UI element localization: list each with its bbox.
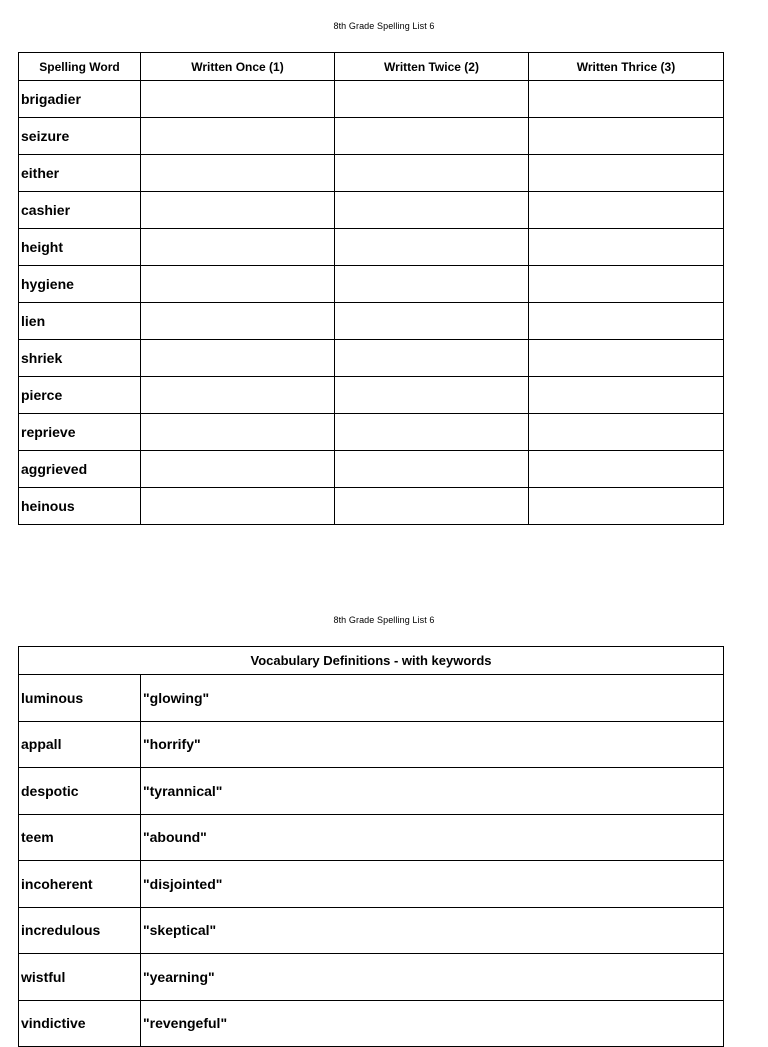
write-twice-cell[interactable] xyxy=(335,155,529,192)
spelling-row xyxy=(19,229,724,266)
spelling-word: hygiene xyxy=(19,266,141,303)
vocab-keyword: "abound" xyxy=(141,814,724,861)
vocab-row xyxy=(19,861,724,908)
spelling-word: height xyxy=(19,229,141,266)
write-once-cell[interactable] xyxy=(141,303,335,340)
write-twice-cell[interactable] xyxy=(335,488,529,525)
write-thrice-cell[interactable] xyxy=(529,118,724,155)
col-header-spelling-word: Spelling Word xyxy=(19,53,141,81)
write-once-cell[interactable] xyxy=(141,229,335,266)
write-thrice-cell[interactable] xyxy=(529,451,724,488)
vocab-row xyxy=(19,907,724,954)
spelling-word: cashier xyxy=(19,192,141,229)
write-thrice-cell[interactable] xyxy=(529,229,724,266)
write-once-cell[interactable] xyxy=(141,155,335,192)
write-once-cell[interactable] xyxy=(141,118,335,155)
write-thrice-cell[interactable] xyxy=(529,81,724,118)
write-thrice-cell[interactable] xyxy=(529,155,724,192)
spelling-word: reprieve xyxy=(19,414,141,451)
vocab-keyword: "yearning" xyxy=(141,954,724,1001)
spelling-row xyxy=(19,266,724,303)
write-twice-cell[interactable] xyxy=(335,229,529,266)
spelling-row xyxy=(19,451,724,488)
spelling-word: seizure xyxy=(19,118,141,155)
spelling-row xyxy=(19,377,724,414)
vocab-term: incredulous xyxy=(19,907,141,954)
write-once-cell[interactable] xyxy=(141,81,335,118)
write-twice-cell[interactable] xyxy=(335,81,529,118)
vocab-row xyxy=(19,954,724,1001)
write-once-cell[interactable] xyxy=(141,266,335,303)
write-twice-cell[interactable] xyxy=(335,451,529,488)
write-once-cell[interactable] xyxy=(141,488,335,525)
vocab-keyword: "revengeful" xyxy=(141,1000,724,1047)
spelling-row xyxy=(19,303,724,340)
write-thrice-cell[interactable] xyxy=(529,192,724,229)
write-thrice-cell[interactable] xyxy=(529,414,724,451)
vocab-keyword: "tyrannical" xyxy=(141,768,724,815)
write-thrice-cell[interactable] xyxy=(529,377,724,414)
vocab-term: wistful xyxy=(19,954,141,1001)
write-twice-cell[interactable] xyxy=(335,192,529,229)
spelling-word: brigadier xyxy=(19,81,141,118)
spelling-word: shriek xyxy=(19,340,141,377)
write-once-cell[interactable] xyxy=(141,377,335,414)
spelling-header-row xyxy=(19,53,724,81)
vocab-title-row xyxy=(19,647,724,675)
write-twice-cell[interactable] xyxy=(335,266,529,303)
spelling-row xyxy=(19,488,724,525)
write-twice-cell[interactable] xyxy=(335,303,529,340)
spelling-row xyxy=(19,192,724,229)
vocab-keyword: "disjointed" xyxy=(141,861,724,908)
vocab-term: appall xyxy=(19,721,141,768)
write-once-cell[interactable] xyxy=(141,192,335,229)
vocab-keyword: "glowing" xyxy=(141,675,724,722)
vocab-row xyxy=(19,814,724,861)
page-header-bottom: 8th Grade Spelling List 6 xyxy=(333,615,435,625)
write-once-cell[interactable] xyxy=(141,340,335,377)
spelling-word: heinous xyxy=(19,488,141,525)
spelling-word: aggrieved xyxy=(19,451,141,488)
spelling-row xyxy=(19,155,724,192)
write-twice-cell[interactable] xyxy=(335,377,529,414)
write-twice-cell[interactable] xyxy=(335,118,529,155)
vocab-term: incoherent xyxy=(19,861,141,908)
vocab-table-title: Vocabulary Definitions - with keywords xyxy=(19,647,724,675)
write-thrice-cell[interactable] xyxy=(529,340,724,377)
col-header-written-thrice: Written Thrice (3) xyxy=(529,53,724,81)
page-header-top: 8th Grade Spelling List 6 xyxy=(333,21,435,31)
write-thrice-cell[interactable] xyxy=(529,488,724,525)
vocab-row xyxy=(19,675,724,722)
write-once-cell[interactable] xyxy=(141,414,335,451)
vocab-row xyxy=(19,768,724,815)
write-thrice-cell[interactable] xyxy=(529,266,724,303)
vocab-row xyxy=(19,721,724,768)
vocab-term: vindictive xyxy=(19,1000,141,1047)
vocab-term: despotic xyxy=(19,768,141,815)
vocab-table xyxy=(18,646,724,1047)
spelling-row xyxy=(19,414,724,451)
vocab-keyword: "skeptical" xyxy=(141,907,724,954)
spelling-row xyxy=(19,81,724,118)
write-thrice-cell[interactable] xyxy=(529,303,724,340)
write-twice-cell[interactable] xyxy=(335,340,529,377)
vocab-row xyxy=(19,1000,724,1047)
vocab-keyword: "horrify" xyxy=(141,721,724,768)
write-once-cell[interactable] xyxy=(141,451,335,488)
vocab-term: teem xyxy=(19,814,141,861)
spelling-word: either xyxy=(19,155,141,192)
spelling-table xyxy=(18,52,724,525)
col-header-written-once: Written Once (1) xyxy=(141,53,335,81)
spelling-row xyxy=(19,340,724,377)
spelling-word: pierce xyxy=(19,377,141,414)
col-header-written-twice: Written Twice (2) xyxy=(335,53,529,81)
spelling-word: lien xyxy=(19,303,141,340)
vocab-term: luminous xyxy=(19,675,141,722)
write-twice-cell[interactable] xyxy=(335,414,529,451)
spelling-row xyxy=(19,118,724,155)
